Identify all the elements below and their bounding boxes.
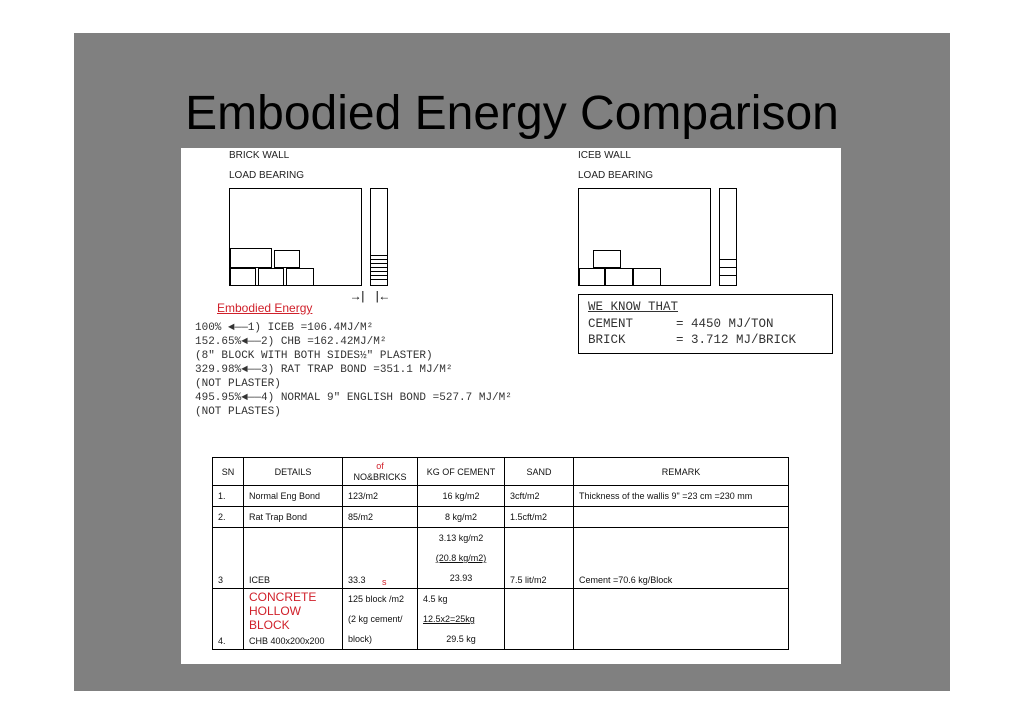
block [579, 268, 605, 286]
cell-sn: 1. [213, 486, 244, 507]
brick [286, 268, 314, 286]
col-sand: SAND [505, 458, 574, 486]
cell-sand [505, 589, 574, 650]
cell-bricks: 125 block /m2 (2 kg cement/ block) [343, 589, 418, 650]
cell-details: ICEB [244, 528, 343, 589]
table-row [213, 589, 789, 650]
table-row [213, 528, 789, 589]
brick-wall-section [370, 188, 388, 286]
table-row [213, 507, 789, 528]
table-header-row [213, 458, 789, 486]
brick [258, 268, 284, 286]
col-bricks [343, 458, 418, 486]
bricks-header: NO&BRICKS [353, 471, 407, 482]
brick [274, 250, 300, 268]
comparison-table [212, 457, 789, 650]
known-brick-label: BRICK [588, 333, 626, 347]
col-details: DETAILS [244, 458, 343, 486]
cell-sn: 4. [213, 589, 244, 650]
cell-sn: 2. [213, 507, 244, 528]
energy-line-3: (8" BLOCK WITH BOTH SIDES½" PLASTER) [195, 350, 433, 362]
cell-remark [574, 589, 789, 650]
iceb-wall-load-label: LOAD BEARING [578, 170, 654, 181]
known-values-heading: WE KNOW THAT [588, 300, 679, 314]
cell-bricks: 85/m2 [343, 507, 418, 528]
slide-title: Embodied Energy Comparison [185, 87, 839, 140]
brick-wall-label: BRICK WALL [229, 150, 290, 161]
col-remark: REMARK [574, 458, 789, 486]
brick-wall-load-label: LOAD BEARING [229, 170, 305, 181]
cell-bricks: 123/m2 [343, 486, 418, 507]
block [593, 250, 621, 268]
cell-cement: 8 kg/m2 [418, 507, 505, 528]
brick [230, 248, 272, 268]
known-values-box [578, 294, 833, 354]
iceb-wall-label: ICEB WALL [578, 150, 631, 161]
energy-line-7: (NOT PLASTES) [195, 406, 281, 418]
block [633, 268, 661, 286]
brick-wall-elevation [229, 188, 362, 286]
dimension-arrows: →| |← [352, 290, 389, 304]
known-cement-value: = 4450 MJ/TON [676, 317, 774, 331]
bricks-note: of [376, 460, 384, 471]
energy-line-6: 495.95%◄——4) NORMAL 9" ENGLISH BOND =527.7 MJ/M² [195, 392, 512, 404]
col-sn: SN [213, 458, 244, 486]
embodied-energy-heading: Embodied Energy [217, 301, 313, 315]
block [605, 268, 633, 286]
cell-remark: Thickness of the wallis 9" =23 cm =230 mm [574, 486, 789, 507]
known-brick-value: = 3.712 MJ/BRICK [676, 333, 797, 347]
cell-remark [574, 507, 789, 528]
table-row [213, 486, 789, 507]
energy-line-5: (NOT PLASTER) [195, 378, 281, 390]
iceb-wall-section [719, 188, 737, 286]
brick [230, 268, 256, 286]
known-cement-label: CEMENT [588, 317, 634, 331]
cell-remark: Cement =70.6 kg/Block [574, 528, 789, 589]
cell-cement: 16 kg/m2 [418, 486, 505, 507]
energy-line-4: 329.98%◄——3) RAT TRAP BOND =351.1 MJ/M² [195, 364, 453, 376]
cell-cement: 4.5 kg 12.5x2=25kg 29.5 kg [418, 589, 505, 650]
cell-sand: 3cft/m2 [505, 486, 574, 507]
energy-line-1: 100% ◄——1) ICEB =106.4MJ/M² [195, 322, 374, 334]
cell-sand: 1.5cft/m2 [505, 507, 574, 528]
col-cement: KG OF CEMENT [418, 458, 505, 486]
scanned-document [181, 148, 841, 664]
cell-details: Normal Eng Bond [244, 486, 343, 507]
bricks-note: s [382, 577, 387, 587]
cell-details: Rat Trap Bond [244, 507, 343, 528]
cell-sn: 3 [213, 528, 244, 589]
cell-cement: 3.13 kg/m2 (20.8 kg/m2) 23.93 [418, 528, 505, 589]
cell-details: CONCRETE HOLLOW BLOCK CHB 400x200x200 [244, 589, 343, 650]
energy-line-2: 152.65%◄——2) CHB =162.42MJ/M² [195, 336, 387, 348]
cell-sand: 7.5 lit/m2 [505, 528, 574, 589]
cell-bricks: 33.3 s [343, 528, 418, 589]
iceb-wall-elevation [578, 188, 711, 286]
